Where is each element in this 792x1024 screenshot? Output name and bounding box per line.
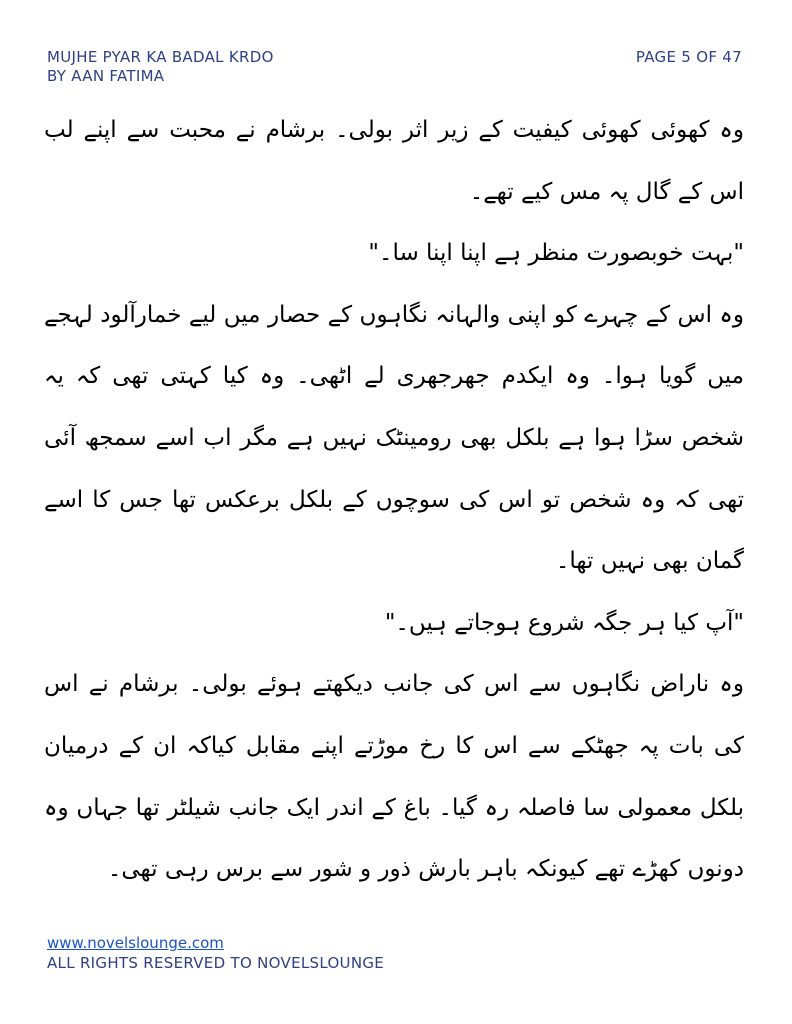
paragraph: وہ اس کے چہرے کو اپنی والہانہ نگاہوں کے حصار میں لیے خمارآلود لہجے میں گویا ہوا۔ وہ ایکدم جھرجھری لے اٹھی۔ وہ کیا کہتی تھی کہ یہ شخص سڑا ہوا ہے بلکل بھی رومینٹک نہیں ہے مگر اب اسے سمجھ آئی تھی کہ وہ شخص تو اس کی سوچوں کے بلکل برعکس تھا جس کا اسے گمان بھی نہیں تھا۔ (44, 301, 744, 575)
paragraph: "بہت خوبصورت منظر ہے اپنا اپنا سا۔" (368, 240, 744, 267)
page-number: PAGE 5 OF 47 (635, 48, 742, 66)
page-header-left (47, 48, 274, 86)
paragraph: "آپ کیا ہر جگہ شروع ہوجاتے ہیں۔" (384, 609, 744, 636)
website-link[interactable]: www.novelslounge.com (47, 934, 224, 952)
paragraph: وہ ناراض نگاہوں سے اس کی جانب دیکھتے ہوئے بولی۔ برشام نے اس کی بات پہ جھٹکے سے اس کا رخ موڑتے اپنے مقابل کیاکہ ان کے درمیان بلکل معمولی سا فاصلہ رہ گیا۔ باغ کے اندر ایک جانب شیلٹر تھا جہاں وہ دونوں کھڑے تھے کیونکہ باہر بارش ذور و شور سے برس رہی تھی۔ (44, 671, 744, 883)
story-text (44, 100, 744, 901)
novel-author: BY AAN FATIMA (47, 67, 165, 85)
page-footer (47, 934, 384, 974)
novel-title: MUJHE PYAR KA BADAL KRDO (47, 48, 274, 66)
rights-notice: ALL RIGHTS RESERVED TO NOVELSLOUNGE (47, 954, 385, 972)
paragraph: وہ کھوئی کھوئی کیفیت کے زیر اثر بولی۔ برشام نے محبت سے اپنے لب اس کے گال پہ مس کیے تھے۔ (44, 117, 744, 205)
